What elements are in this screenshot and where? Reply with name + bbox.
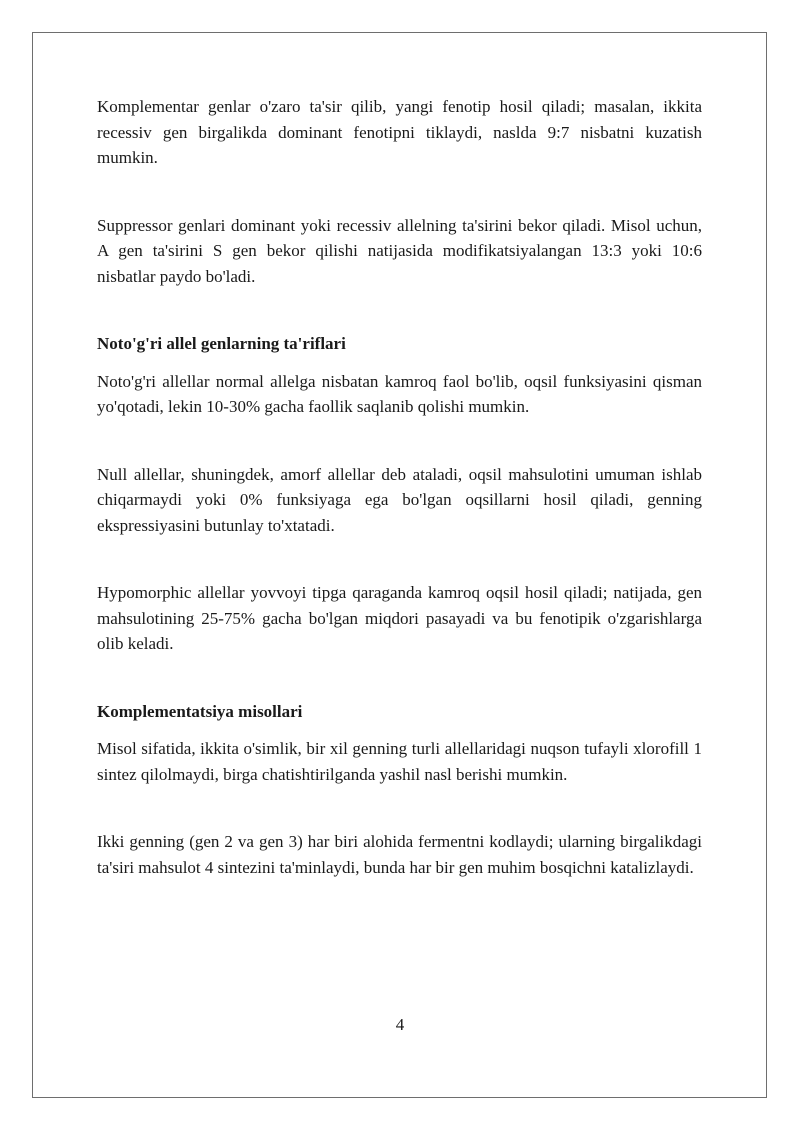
paragraph-two-genes-example: Ikki genning (gen 2 va gen 3) har biri alohida fermentni kodlaydi; ularning birgalikdagi ta'siri mahsulot 4 sintezini ta'minlaydi, bunda har bir gen muhim bosqichni katalizlaydi. bbox=[97, 832, 702, 877]
section-heading-faulty-alleles: Noto'g'ri allel genlarning ta'riflari bbox=[97, 334, 346, 353]
page-number: 4 bbox=[395, 1015, 405, 1034]
page-content bbox=[97, 94, 702, 880]
paragraph-suppressor-genes: Suppressor genlari dominant yoki recessiv allelning ta'sirini bekor qiladi. Misol uchun, A gen ta'sirini S gen bekor qilishi natijasida modifikatsiyalangan 13:3 yoki 10:6 nisbatlar paydo bo'ladi. bbox=[97, 215, 702, 286]
paragraph-complementary-genes: Komplementar genlar o'zaro ta'sir qilib, yangi fenotip hosil qiladi; masalan, ikkita recessiv gen birgalikda dominant fenotipni tiklaydi, naslda 9:7 nisbatni kuzatish mumkin. bbox=[97, 97, 702, 167]
paragraph-plant-example: Misol sifatida, ikkita o'simlik, bir xil genning turli allellaridagi nuqson tufayli xlorofill 1 sintez qilolmaydi, birga chatishtirilganda yashil nasl berishi mumkin. bbox=[97, 739, 702, 784]
paragraph-hypomorphic-alleles: Hypomorphic allellar yovvoyi tipga qaraganda kamroq oqsil hosil qiladi; natijada, gen mahsulotining 25-75% gacha bo'lgan miqdori pasayadi va bu fenotipik o'zgarishlarga olib keladi. bbox=[97, 583, 702, 653]
paragraph-null-alleles: Null allellar, shuningdek, amorf allellar deb ataladi, oqsil mahsulotini umuman ishlab chiqarmaydi yoki 0% funksiyaga ega bo'lgan oqsillarni hosil qiladi, genning ekspressiyasini butunlay to'xtatadi. bbox=[97, 464, 702, 535]
section-heading-complementation-examples: Komplementatsiya misollari bbox=[97, 701, 303, 721]
paragraph-faulty-alleles: Noto'g'ri allellar normal allelga nisbatan kamroq faol bo'lib, oqsil funksiyasini qisman yo'qotadi, lekin 10-30% gacha faollik saqlanib qolishi mumkin. bbox=[97, 371, 702, 416]
